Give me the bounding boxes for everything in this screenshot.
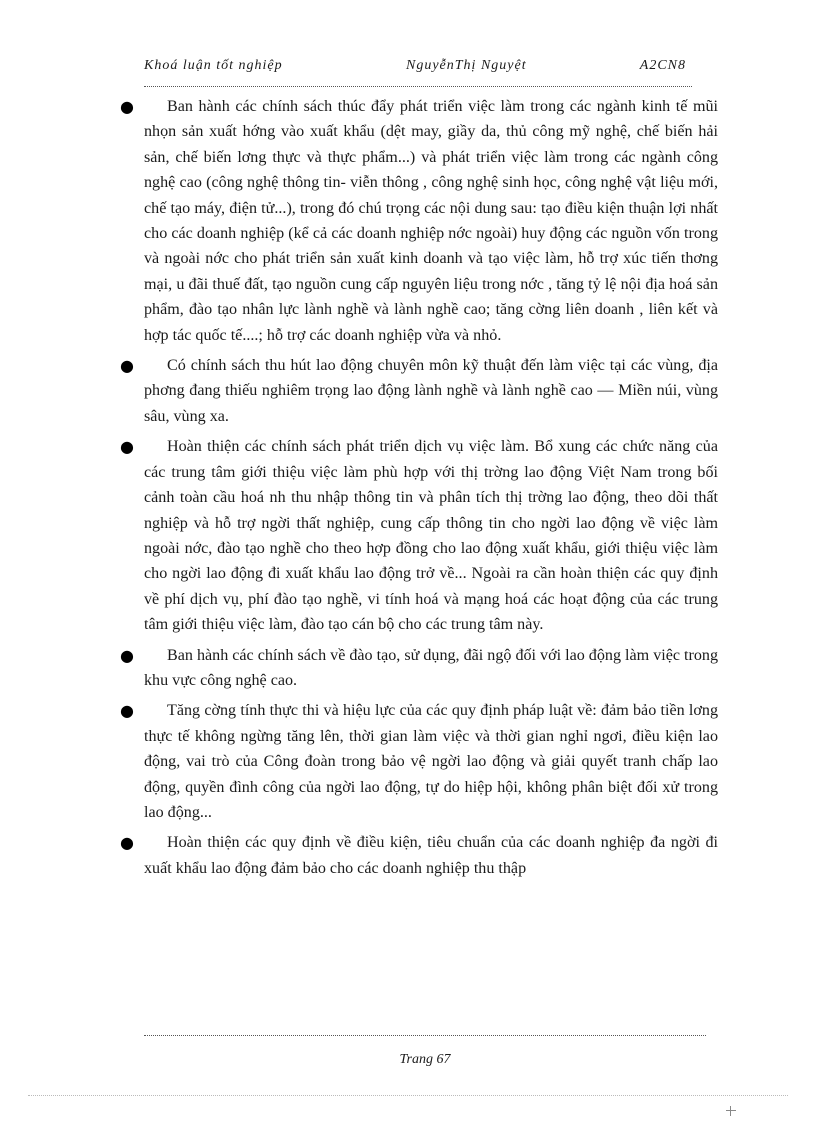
header-title: Khoá luận tốt nghiệp [144, 58, 283, 73]
paragraph-text: Có chính sách thu hút lao động chuyên môn kỹ thuật đến làm việc tại các vùng, địa phơng đang thiếu nghiêm trọng lao động lành nghề và lành nghề cao — Miền núi, vùng sâu, vùng xa. [144, 357, 718, 425]
footer-dotted-rule [144, 1035, 706, 1036]
header-author: NguyễnThị Nguyệt [406, 58, 527, 73]
bullet-icon: ● [120, 833, 134, 853]
paragraph-text: Hoàn thiện các chính sách phát triển dịch vụ việc làm. Bổ xung các chức năng của các trung tâm giới thiệu việc làm phù hợp với thị trờng lao động Việt Nam trong bối cảnh toàn cầu hoá nh thu nhập thông tin và phân tích thị trờng lao động, theo dõi thất nghiệp và hỗ trợ ngời thất nghiệp, cung cấp thông tin cho ngời lao động về việc làm ngoài nớc, đào tạo nghề cho theo hợp đồng cho lao động xuất khẩu, giới thiệu việc làm cho ngời lao động đi xuất khẩu lao động trở về... Ngoài ra cần hoàn thiện các quy định về phí dịch vụ, phí đào tạo nghề, vi tính hoá và mạng hoá các hoạt động của các trung tâm giới thiệu việc làm, đào tạo cán bộ cho các trung tâm này. [144, 438, 718, 634]
bullet-item [120, 94, 718, 348]
header-class: A2CN8 [639, 58, 686, 73]
paragraph-text: Ban hành các chính sách về đào tạo, sử dụng, đãi ngộ đối với lao động làm việc trong khu vực công nghệ cao. [144, 646, 718, 689]
bullet-item [120, 830, 718, 881]
bullet-item [120, 698, 718, 825]
crop-mark-icon [726, 1106, 736, 1116]
bullet-icon: ● [120, 437, 134, 457]
bullet-icon: ● [120, 701, 134, 721]
paragraph-text: Tăng cờng tính thực thi và hiệu lực của các quy định pháp luật về: đảm bảo tiền lơng thực tế không ngừng tăng lên, thời gian làm việc và thời gian nghỉ ngơi, điều kiện lao động, vai trò của Công đoàn trong bảo vệ ngời lao động và giải quyết tranh chấp lao động, quyền đình công của ngời lao động, tự do hiệp hội, không phân biệt đối xử trong lao động... [144, 702, 718, 821]
bullet-item [120, 434, 718, 637]
paragraph-text: Ban hành các chính sách thúc đẩy phát triển việc làm trong các ngành kinh tế mũi nhọn sản xuất hớng vào xuất khẩu (dệt may, giầy da, thủ công mỹ nghệ, chế biến hải sản, chế biến lơng thực và thực phẩm...) và phát triển việc làm trong các ngành công nghệ cao (công nghệ thông tin- viễn thông , công nghệ sinh học, công nghệ vật liệu mới, chế tạo máy, điện tử...), trong đó chú trọng các nội dung sau: tạo điều kiện thuận lợi nhất cho các doanh nghiệp (kể cả các doanh nghiệp nớc ngoài) huy động các nguồn vốn trong và ngoài nớc cho phát triển sản xuất kinh doanh và tạo việc làm, hỗ trợ xúc tiến thơng mại, u đãi thuế đất, tạo nguồn cung cấp nguyên liệu trong nớc , tăng tỷ lệ nội địa hoá sản phẩm, đào tạo nhân lực lành nghề và lành nghề cao; tăng cờng liên doanh , liên kết và hợp tác quốc tế....; hỗ trợ các doanh nghiệp vừa và nhỏ. [144, 98, 718, 344]
page-number: Trang 67 [399, 1052, 451, 1067]
bullet-icon: ● [120, 356, 134, 376]
bullet-item [120, 643, 718, 694]
page-edge-rule [28, 1095, 788, 1096]
document-body [120, 94, 718, 886]
paragraph-text: Hoàn thiện các quy định về điều kiện, tiêu chuẩn của các doanh nghiệp đa ngời đi xuất khẩu lao động đảm bảo cho các doanh nghiệp thu thập [144, 834, 718, 877]
header-dotted-rule [144, 86, 692, 87]
bullet-icon: ● [120, 645, 134, 665]
page-header [144, 58, 686, 82]
bullet-icon: ● [120, 97, 134, 116]
bullet-item [120, 353, 718, 429]
